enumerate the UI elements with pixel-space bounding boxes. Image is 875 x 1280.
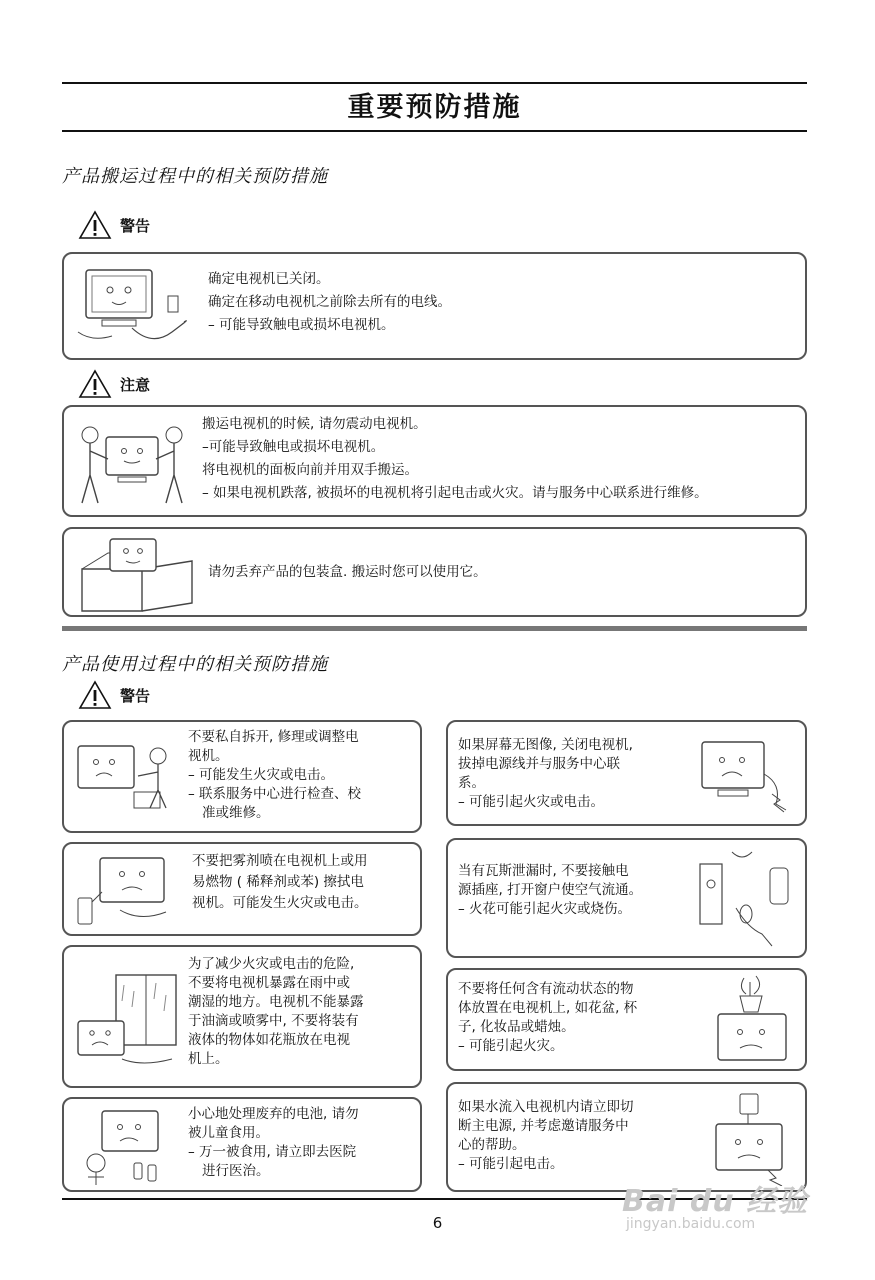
watermark xyxy=(622,1176,808,1232)
battery-child-illustration xyxy=(74,1107,184,1187)
usage-right-box-2 xyxy=(446,838,807,958)
usage-right-box-1 xyxy=(446,720,807,826)
watermark-brand: Bai du 经验 xyxy=(622,1184,809,1219)
transport-package-box xyxy=(62,527,807,617)
transport-package-text: 请勿丢弃产品的包装盒. 搬运时您可以使用它。 xyxy=(208,564,487,580)
two-people-carrying-tv-illustration xyxy=(72,415,192,509)
usage-left-text-1: 不要私自拆开, 修理或调整电 视机。 – 可能发生火灾或电击。 – 联系服务中心进行检查、校 准或维修。 xyxy=(188,729,362,821)
tv-unplug-illustration xyxy=(72,262,192,352)
usage-warning-label xyxy=(78,678,150,712)
transport-caution-text: 搬运电视机的时候, 请勿震动电视机。 –可能导致触电或损坏电视机。 将电视机的面板向前并用双手搬运。 – 如果电视机跌落, 被损坏的电视机将引起电击或火灾。请与服务中心联系进行维修。 xyxy=(202,416,708,501)
transport-warning-box xyxy=(62,252,807,360)
warning-triangle-icon xyxy=(78,210,112,240)
transport-caution-box xyxy=(62,405,807,517)
warning-text: 警告 xyxy=(120,686,151,705)
tv-disassemble-illustration xyxy=(72,736,182,816)
usage-left-box-1 xyxy=(62,720,422,833)
usage-left-box-2 xyxy=(62,842,422,936)
transport-warning-label xyxy=(78,208,150,242)
usage-right-text-4: 如果水流入电视机内请立即切 断主电源, 并考虑邀请服务中 心的帮助。 – 可能引起电击。 xyxy=(458,1099,634,1172)
tv-in-box-illustration xyxy=(72,533,202,613)
usage-heading: 产品使用过程中的相关预防措施 xyxy=(62,654,328,675)
vase-on-tv-illustration xyxy=(704,974,802,1070)
usage-left-text-3: 为了减少火灾或电击的危险, 不要将电视机暴露在雨中或 潮湿的地方。电视机不能暴露 于油滴或喷雾中, 不要将装有 液体的物体如花瓶放在电视 机上。 xyxy=(188,956,364,1067)
top-rule xyxy=(62,82,807,84)
usage-right-box-3 xyxy=(446,968,807,1071)
transport-caution-label xyxy=(78,367,150,401)
spray-cleaning-illustration xyxy=(70,852,188,930)
usage-left-text-2: 不要把雾剂喷在电视机上或用 易燃物 ( 稀释剂或苯) 擦拭电 视机。可能发生火灾或电击。 xyxy=(192,853,368,911)
gas-leak-illustration xyxy=(692,848,802,952)
section-divider xyxy=(62,626,807,631)
page-number: 6 xyxy=(432,1214,443,1232)
usage-right-text-3: 不要将任何含有流动状态的物 体放置在电视机上, 如花盆, 杯 子, 化妆品或蜡烛。 – 可能引起火灾。 xyxy=(458,981,638,1054)
rain-window-illustration xyxy=(72,971,184,1071)
caution-triangle-icon xyxy=(78,369,112,399)
transport-heading: 产品搬运过程中的相关预防措施 xyxy=(62,166,328,187)
caution-text: 注意 xyxy=(120,375,151,394)
transport-warning-text: 确定电视机已关闭。 确定在移动电视机之前除去所有的电线。 – 可能导致触电或损坏电视机。 xyxy=(208,271,451,333)
tv-no-picture-illustration xyxy=(692,734,800,816)
usage-left-box-4 xyxy=(62,1097,422,1192)
title-rule xyxy=(62,130,807,132)
usage-left-box-3 xyxy=(62,945,422,1088)
warning-triangle-icon xyxy=(78,680,112,710)
warning-text: 警告 xyxy=(120,216,151,235)
usage-right-text-1: 如果屏幕无图像, 关闭电视机, 拔掉电源线并与服务中心联 系。 – 可能引起火灾或电击。 xyxy=(458,737,633,810)
water-in-tv-illustration xyxy=(704,1090,802,1186)
page-title: 重要预防措施 xyxy=(347,92,522,123)
usage-right-text-2: 当有瓦斯泄漏时, 不要接触电 源插座, 打开窗户使空气流通。 – 火花可能引起火灾或烧伤。 xyxy=(458,863,643,917)
watermark-url: jingyan.baidu.com xyxy=(626,1216,756,1232)
usage-left-text-4: 小心地处理废弃的电池, 请勿 被儿童食用。 – 万一被食用, 请立即去医院 进行医治。 xyxy=(188,1106,359,1179)
